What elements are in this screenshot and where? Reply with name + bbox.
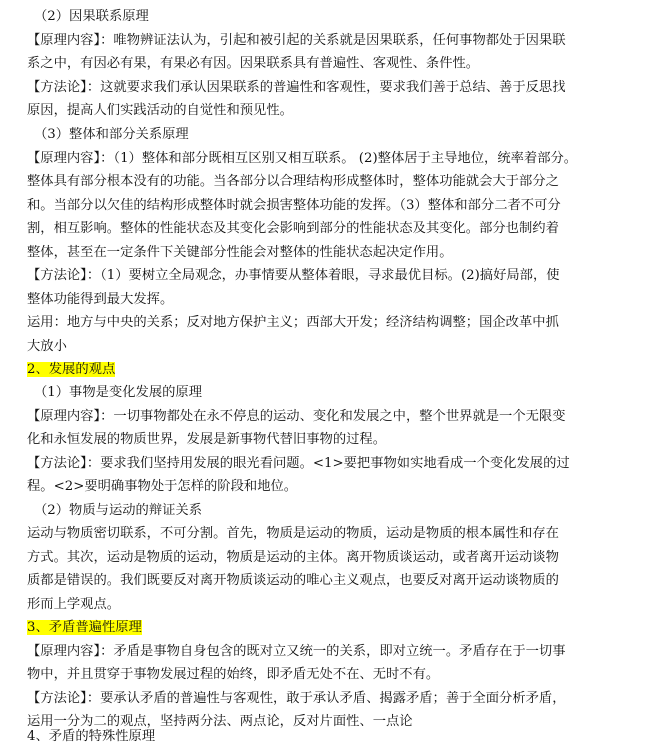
paragraph-matter-motion-2: 方式。其次，运动是物质的运动，物质是运动的主体。离开物质谈运动，或者离开运动谈物 — [27, 550, 559, 565]
paragraph-whole-part-method-2: 整体功能得到最大发挥。 — [27, 292, 174, 307]
paragraph-matter-motion-3: 质都是错误的。我们既要反对离开物质谈运动的唯心主义观点，也要反对离开运动谈物质的 — [27, 573, 559, 588]
paragraph-causality-method-2: 原因，提高人们实践活动的自觉性和预见性。 — [27, 103, 293, 118]
highlight-contradiction-universality: 3、矛盾普遍性原理 — [27, 620, 142, 635]
paragraph-matter-motion-4: 形而上学观点。 — [27, 597, 121, 612]
subheading-whole-part: （3）整体和部分关系原理 — [34, 127, 189, 142]
paragraph-whole-part-content: 【原理内容】：（1）整体和部分既相互区别又相互联系。 (2)整体居于主导地位，统率着部分。 — [27, 151, 578, 166]
subheading-change-development: （1）事物是变化发展的原理 — [34, 385, 203, 400]
paragraph-causality-content-2: 系之中，有因必有果，有果必有因。因果联系具有普遍性、客观性、条件性。 — [27, 56, 480, 71]
paragraph-application: 运用：地方与中央的关系；反对地方保护主义；西部大开发；经济结构调整；国企改革中抓 — [27, 315, 559, 330]
paragraph-whole-part-content-5: 整体，甚至在一定条件下关键部分性能会对整体的性能状态起决定作用。 — [27, 245, 453, 260]
subheading-causality: （2）因果联系原理 — [34, 9, 149, 24]
paragraph-whole-part-method: 【方法论】：（1）要树立全局观念，办事情要从整体着眼，寻求最优目标。(2)搞好局部，使 — [27, 268, 560, 283]
paragraph-application-2: 大放小 — [27, 339, 67, 354]
paragraph-development-method: 【方法论】：要求我们坚持用发展的眼光看问题。<1>要把事物如实地看成一个变化发展的过 — [27, 456, 570, 471]
paragraph-development-content: 【原理内容】：一切事物都处在永不停息的运动、变化和发展之中，整个世界就是一个无限变 — [27, 409, 566, 424]
heading-contradiction-universality — [27, 617, 142, 639]
paragraph-contradiction-content: 【原理内容】：矛盾是事物自身包含的既对立又统一的关系，即对立统一。矛盾存在于一切事 — [27, 644, 566, 659]
highlight-development-view: 2、发展的观点 — [27, 362, 116, 377]
heading-contradiction-particularity: 4、矛盾的特殊性原理 — [27, 729, 156, 744]
paragraph-contradiction-method: 【方法论】：要承认矛盾的普遍性与客观性，敢于承认矛盾、揭露矛盾；善于全面分析矛盾， — [27, 691, 566, 706]
paragraph-causality-content: 【原理内容】：唯物辨证法认为，引起和被引起的关系就是因果联系，任何事物都处于因果联 — [27, 33, 566, 48]
paragraph-whole-part-content-4: 割，相互影响。整体的性能状态及其变化会影响到部分的性能状态及其变化。部分也制约着 — [27, 221, 559, 236]
paragraph-development-method-2: 程。<2>要明确事物处于怎样的阶段和地位。 — [27, 479, 298, 494]
paragraph-contradiction-method-2: 运用一分为二的观点，坚持两分法、两点论，反对片面性、一点论 — [27, 714, 413, 729]
paragraph-whole-part-content-2: 整体具有部分根本没有的功能。当各部分以合理结构形成整体时，整体功能就会大于部分之 — [27, 174, 559, 189]
subheading-matter-motion: （2）物质与运动的辩证关系 — [34, 503, 203, 518]
paragraph-contradiction-content-2: 物中，并且贯穿于事物发展过程的始终，即矛盾无处不在、无时不有。 — [27, 667, 440, 682]
paragraph-development-content-2: 化和永恒发展的物质世界，发展是新事物代替旧事物的过程。 — [27, 432, 387, 447]
paragraph-matter-motion: 运动与物质密切联系，不可分割。首先，物质是运动的物质，运动是物质的根本属性和存在 — [27, 526, 559, 541]
paragraph-causality-method: 【方法论】：这就要求我们承认因果联系的普遍性和客观性，要求我们善于总结、善于反思找 — [27, 80, 566, 95]
paragraph-whole-part-content-3: 和。当部分以欠佳的结构形成整体时就会损害整体功能的发挥。（3）整体和部分二者不可分 — [27, 198, 561, 213]
heading-development-view — [27, 359, 115, 381]
